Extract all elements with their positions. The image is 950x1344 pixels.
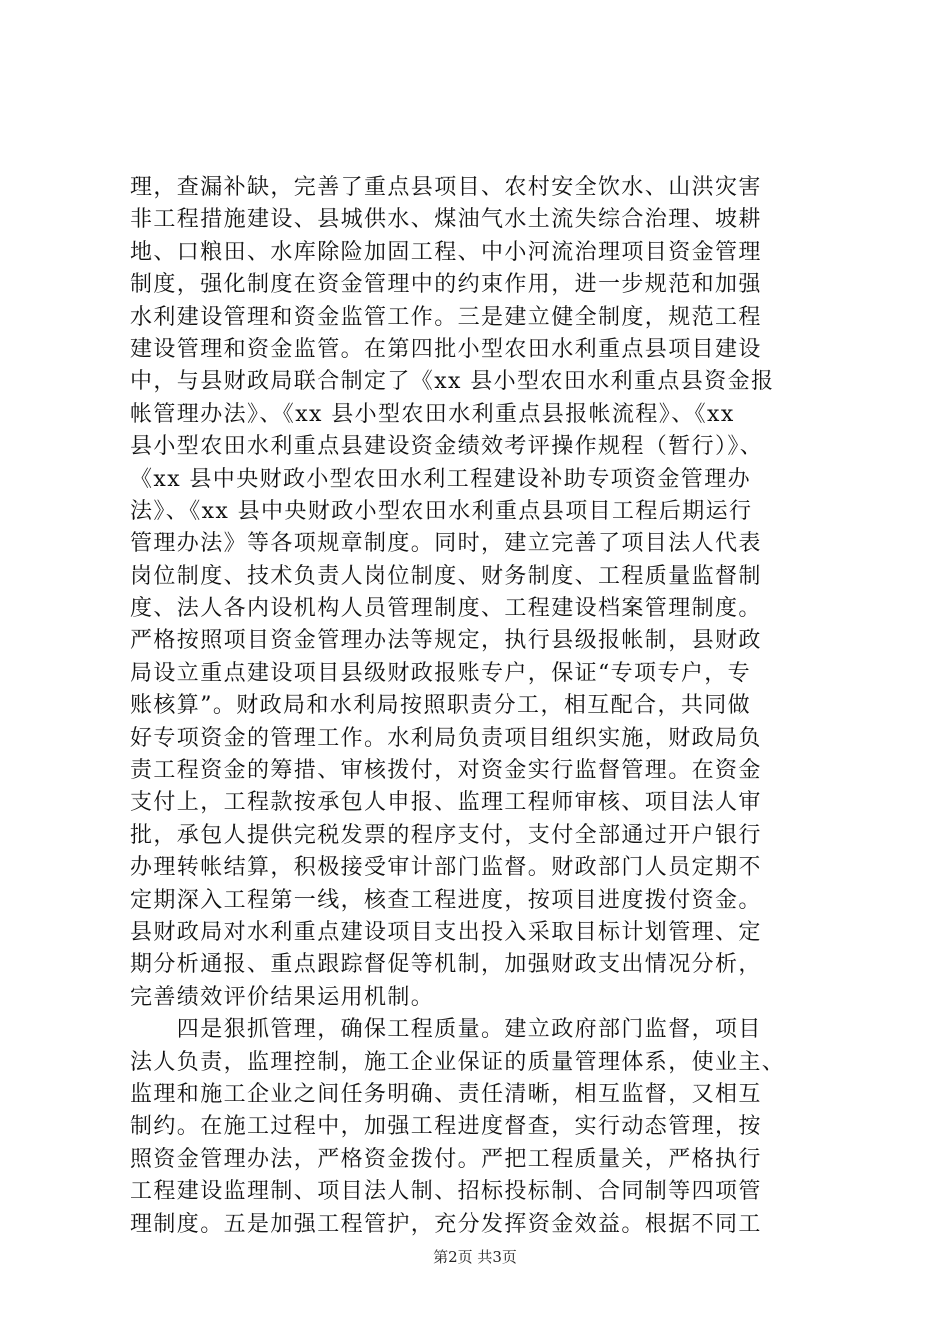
text-line: 制约。在施工过程中，加强工程进度督查，实行动态管理，按 (130, 1114, 762, 1140)
text-line: 《xx 县中央财政小型农田水利工程建设补助专项资金管理办 (130, 466, 752, 492)
text-line: 管理办法》等各项规章制度。同时，建立完善了项目法人代表 (130, 531, 762, 557)
text-line: 局设立重点建设项目县级财政报账专户，保证“专项专户，专 (130, 660, 752, 686)
text-line: 理，查漏补缺，完善了重点县项目、农村安全饮水、山洪灾害 (130, 175, 762, 200)
body-text (130, 172, 850, 1241)
text-line: 四是狠抓管理，确保工程质量。建立政府部门监督，项目 (130, 1017, 762, 1043)
text-line: 期分析通报、重点跟踪督促等机制，加强财政支出情况分析， (130, 952, 762, 978)
text-line: 责工程资金的筹措、审核拨付，对资金实行监督管理。在资金 (130, 758, 762, 784)
text-line: 建设管理和资金监管。在第四批小型农田水利重点县项目建设 (130, 336, 762, 362)
text-line: 支付上，工程款按承包人申报、监理工程师审核、项目法人审 (130, 790, 762, 816)
text-line: 帐管理办法》、《xx 县小型农田水利重点县报帐流程》、《xx (130, 401, 735, 427)
text-line: 账核算”。财政局和水利局按照职责分工，相互配合，共同做 (130, 693, 752, 719)
text-line: 监理和施工企业之间任务明确、责任清晰，相互监督，又相互 (130, 1081, 762, 1107)
text-line: 定期深入工程第一线，核查工程进度，按项目进度拨付资金。 (130, 887, 762, 913)
text-line: 批，承包人提供完税发票的程序支付，支付全部通过开户银行 (130, 822, 762, 848)
text-line: 照资金管理办法，严格资金拨付。严把工程质量关，严格执行 (130, 1146, 762, 1172)
text-line: 法人负责，监理控制，施工企业保证的质量管理体系，使业主、 (130, 1049, 786, 1075)
text-line: 严格按照项目资金管理办法等规定，执行县级报帐制，县财政 (130, 628, 762, 654)
text-line: 地、口粮田、水库除险加固工程、中小河流治理项目资金管理 (130, 239, 762, 265)
text-line: 岗位制度、技术负责人岗位制度、财务制度、工程质量监督制 (130, 563, 762, 589)
page-number-footer: 第2页 共3页 (433, 1248, 517, 1266)
text-line: 理制度。五是加强工程管护，充分发挥资金效益。根据不同工 (130, 1211, 762, 1237)
text-line: 好专项资金的管理工作。水利局负责项目组织实施，财政局负 (130, 725, 762, 751)
text-line: 法》、《xx 县中央财政小型农田水利重点县项目工程后期运行 (130, 498, 753, 524)
text-line: 度、法人各内设机构人员管理制度、工程建设档案管理制度。 (130, 596, 762, 622)
text-line: 工程建设监理制、项目法人制、招标投标制、合同制等四项管 (130, 1179, 762, 1205)
text-line: 完善绩效评价结果运用机制。 (130, 984, 435, 1010)
text-line: 制度，强化制度在资金管理中的约束作用，进一步规范和加强 (130, 272, 762, 298)
text-line: 非工程措施建设、县城供水、煤油气水土流失综合治理、坡耕 (130, 207, 762, 233)
text-line: 县小型农田水利重点县建设资金绩效考评操作规程（暂行）》、 (130, 434, 764, 460)
text-line: 办理转帐结算，积极接受审计部门监督。财政部门人员定期不 (130, 855, 762, 881)
text-line: 水利建设管理和资金监管工作。三是建立健全制度，规范工程 (130, 304, 762, 330)
text-line: 县财政局对水利重点建设项目支出投入采取目标计划管理、定 (130, 919, 762, 945)
text-line: 中，与县财政局联合制定了《xx 县小型农田水利重点县资金报 (130, 369, 775, 395)
